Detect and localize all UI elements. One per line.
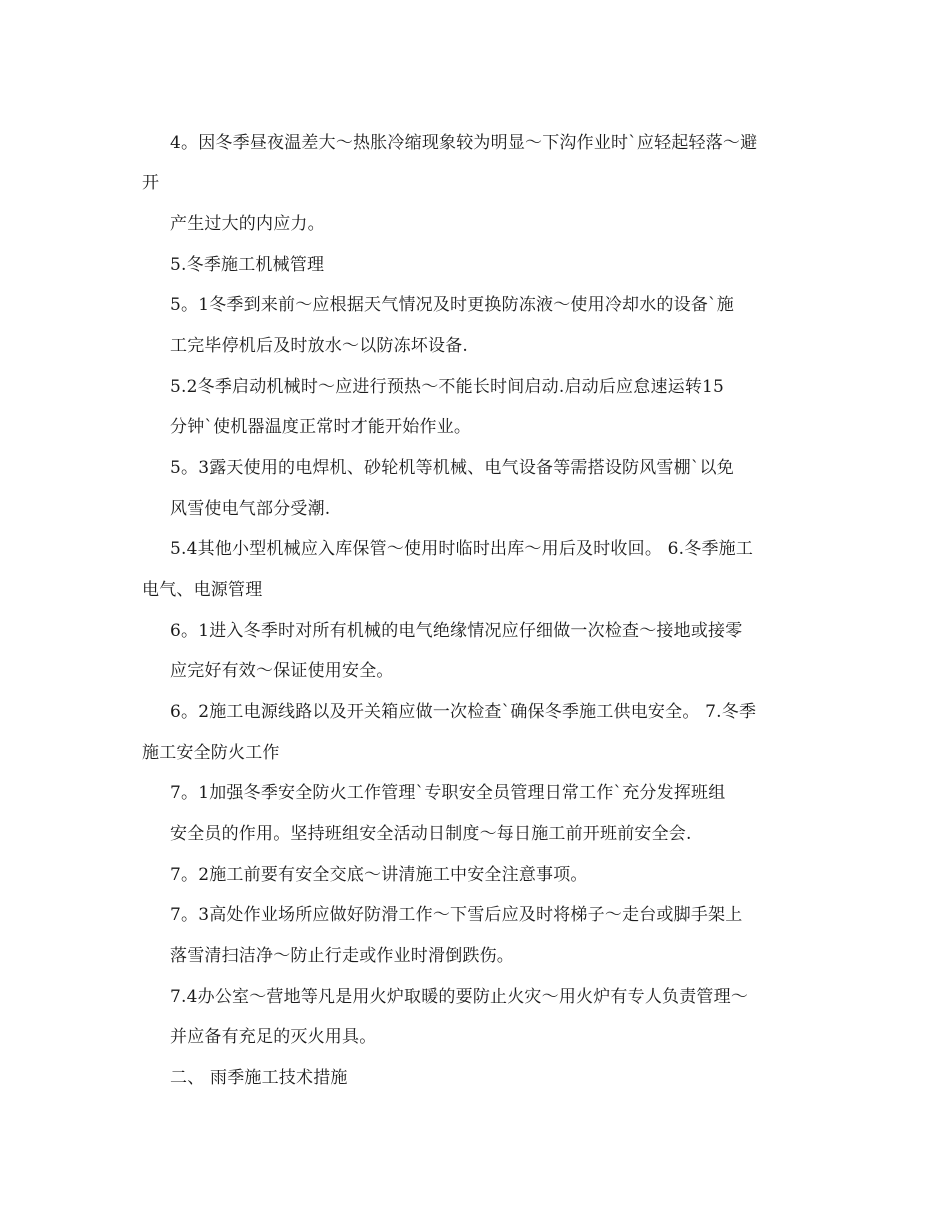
text-line: 并应备有充足的灭火用具。	[170, 1027, 377, 1047]
text-line: 电气、电源管理	[142, 580, 263, 600]
section-heading: 5.冬季施工机械管理	[170, 255, 325, 275]
section-heading: 二、 雨季施工技术措施	[170, 1068, 348, 1088]
text-line: 4。因冬季昼夜温差大～热胀冷缩现象较为明显～下沟作业时`应轻起轻落～避	[170, 133, 758, 153]
text-line: 应完好有效～保证使用安全。	[170, 661, 394, 681]
text-line: 7。2施工前要有安全交底～讲清施工中安全注意事项。	[170, 865, 588, 885]
text-line: 7.4办公室～营地等凡是用火炉取暖的要防止火灾～用火炉有专人负责管理～	[170, 987, 749, 1007]
text-line: 6。1进入冬季时对所有机械的电气绝缘情况应仔细做一次检查～接地或接零	[170, 621, 743, 641]
text-line: 7。1加强冬季安全防火工作管理`专职安全员管理日常工作`充分发挥班组	[170, 783, 726, 803]
text-line: 分钟`使机器温度正常时才能开始作业。	[170, 417, 472, 437]
text-line: 落雪清扫洁净～防止行走或作业时滑倒跌伤。	[170, 946, 514, 966]
text-line: 工完毕停机后及时放水～以防冻坏设备.	[170, 336, 469, 356]
text-line: 5。3露天使用的电焊机、砂轮机等机械、电气设备等需搭设防风雪棚`以免	[170, 458, 734, 478]
text-line: 开	[142, 173, 160, 193]
text-line: 5.4其他小型机械应入库保管～使用时临时出库～用后及时收回。 6.冬季施工	[170, 539, 754, 559]
text-line: 产生过大的内应力。	[170, 214, 325, 234]
text-line: 安全员的作用。坚持班组安全活动日制度～每日施工前开班前安全会.	[170, 824, 692, 844]
text-line: 5.2冬季启动机械时～应进行预热～不能长时间启动.启动后应怠速运转15	[170, 377, 725, 397]
text-line: 7。3高处作业场所应做好防滑工作～下雪后应及时将梯子～走台或脚手架上	[170, 905, 743, 925]
text-line: 风雪使电气部分受潮.	[170, 499, 331, 519]
text-line: 5。1冬季到来前～应根据天气情况及时更换防冻液～使用冷却水的设备`施	[170, 295, 734, 315]
text-line: 施工安全防火工作	[142, 743, 280, 763]
text-line: 6。2施工电源线路以及开关箱应做一次检查`确保冬季施工供电安全。 7.冬季	[170, 702, 757, 722]
